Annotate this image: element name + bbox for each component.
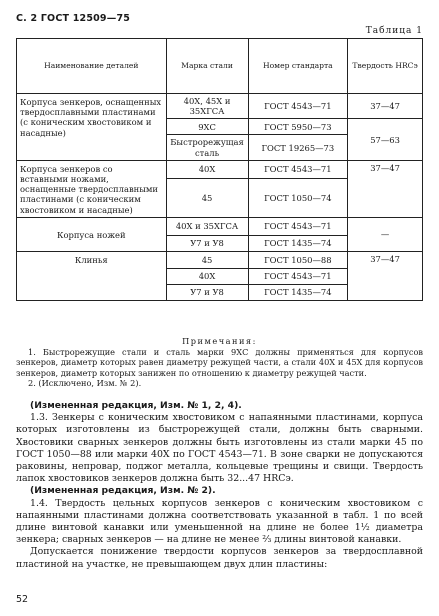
standard-cell: ГОСТ 4543—71	[248, 160, 348, 178]
grade-cell: 40Х, 45Х и 35ХГСА	[166, 94, 248, 119]
grade-cell: 45	[166, 251, 248, 268]
standard-cell: ГОСТ 4543—71	[248, 268, 348, 284]
note-item: 1. Быстрорежущие стали и сталь марки 9ХС должны применяться для корпусов зенкеров, диаметр которых равен диаметру режущей части, а стали 40Х и 45Х для корпусов зенкеров, диаметр которых занижен по отношению к диаметру режущей части.	[16, 347, 423, 378]
grade-cell: 40Х	[166, 268, 248, 284]
detail-cell: Клинья	[17, 251, 167, 300]
standard-cell: ГОСТ 19265—73	[248, 135, 348, 160]
column-header: Твердость HRCэ	[348, 39, 423, 94]
standard-cell: ГОСТ 4543—71	[248, 94, 348, 119]
grade-cell: 9ХС	[166, 119, 248, 135]
grade-cell: Быстрорежущая сталь	[166, 135, 248, 160]
notes-title: Примечания:	[182, 336, 257, 346]
table-notes	[16, 336, 423, 388]
table-header-row	[17, 39, 423, 94]
standard-cell: ГОСТ 1050—74	[248, 179, 348, 218]
hardness-cell: —	[348, 217, 423, 251]
standard-cell: ГОСТ 1050—88	[248, 251, 348, 268]
column-header: Наименование деталей	[17, 39, 167, 94]
hardness-cell: 57—63	[348, 119, 423, 160]
column-header: Номер стандарта	[248, 39, 348, 94]
steel-grade-table	[16, 38, 423, 301]
standard-cell: ГОСТ 1435—74	[248, 235, 348, 251]
paragraph: 1.4. Твердость цельных корпусов зенкеров с коническим хвостовиком с напаянными пластинами должна соответствовать указанной в табл. 1 по всей длине винтовой канавки или уменьшенной на длине не более 1½ диаметра зенкера; сварных зенкеров — на длине не менее ⅔ длины винтовой канавки.	[16, 497, 423, 546]
grade-cell: У7 и У8	[166, 235, 248, 251]
standard-cell: ГОСТ 5950—73	[248, 119, 348, 135]
grade-cell: У7 и У8	[166, 284, 248, 300]
table-label: Таблица 1	[365, 26, 423, 36]
detail-cell: Корпуса зенкеров, оснащенных твердосплавными пластинами (с коническим хвостовиком и насадные)	[17, 94, 167, 161]
body-text	[16, 400, 423, 571]
grade-cell: 40Х и 35ХГСА	[166, 217, 248, 235]
hardness-cell: 37—47	[348, 94, 423, 119]
hardness-cell: 37—47	[348, 160, 423, 217]
note-item: 2. (Исключено, Изм. № 2).	[28, 377, 142, 388]
grade-cell: 45	[166, 179, 248, 218]
detail-cell: Корпуса ножей	[17, 217, 167, 251]
paragraph: 1.3. Зенкеры с коническим хвостовиком с напаянными пластинами, корпуса которых изготовлены из быстрорежущей стали, должны быть сварными. Хвостовики сварных зенкеров должны быть изготовлены из стали марки 45 по ГОСТ 1050—88 или марки 40Х по ГОСТ 4543—71. В зоне сварки не допускаются раковины, непровар, поджог металла, кольцевые трещины и свищи. Твердость лапок хвостовиков зенкеров должна быть 32...47 HRCэ.	[16, 412, 423, 485]
page-number: 52	[16, 594, 29, 605]
table-row	[17, 94, 423, 119]
standard-cell: ГОСТ 1435—74	[248, 284, 348, 300]
hardness-cell: 37—47	[348, 251, 423, 300]
page-header: С. 2 ГОСТ 12509—75	[16, 13, 131, 24]
revision-note: (Измененная редакция, Изм. № 2).	[30, 485, 216, 497]
column-header: Марка стали	[166, 39, 248, 94]
table-row	[17, 160, 423, 178]
detail-cell: Корпуса зенкеров со вставными ножами, оснащенные твердосплавными пластинами (с коническим хвостовиком и насадные)	[17, 160, 167, 217]
revision-note: (Измененная редакция, Изм. № 1, 2, 4).	[30, 400, 242, 411]
table-row	[17, 217, 423, 235]
table-row	[17, 251, 423, 268]
grade-cell: 40Х	[166, 160, 248, 178]
standard-cell: ГОСТ 4543—71	[248, 217, 348, 235]
paragraph: Допускается понижение твердости корпусов зенкеров за твердосплавной пластиной на участке, не превышающем двух длин пластины:	[16, 546, 423, 570]
